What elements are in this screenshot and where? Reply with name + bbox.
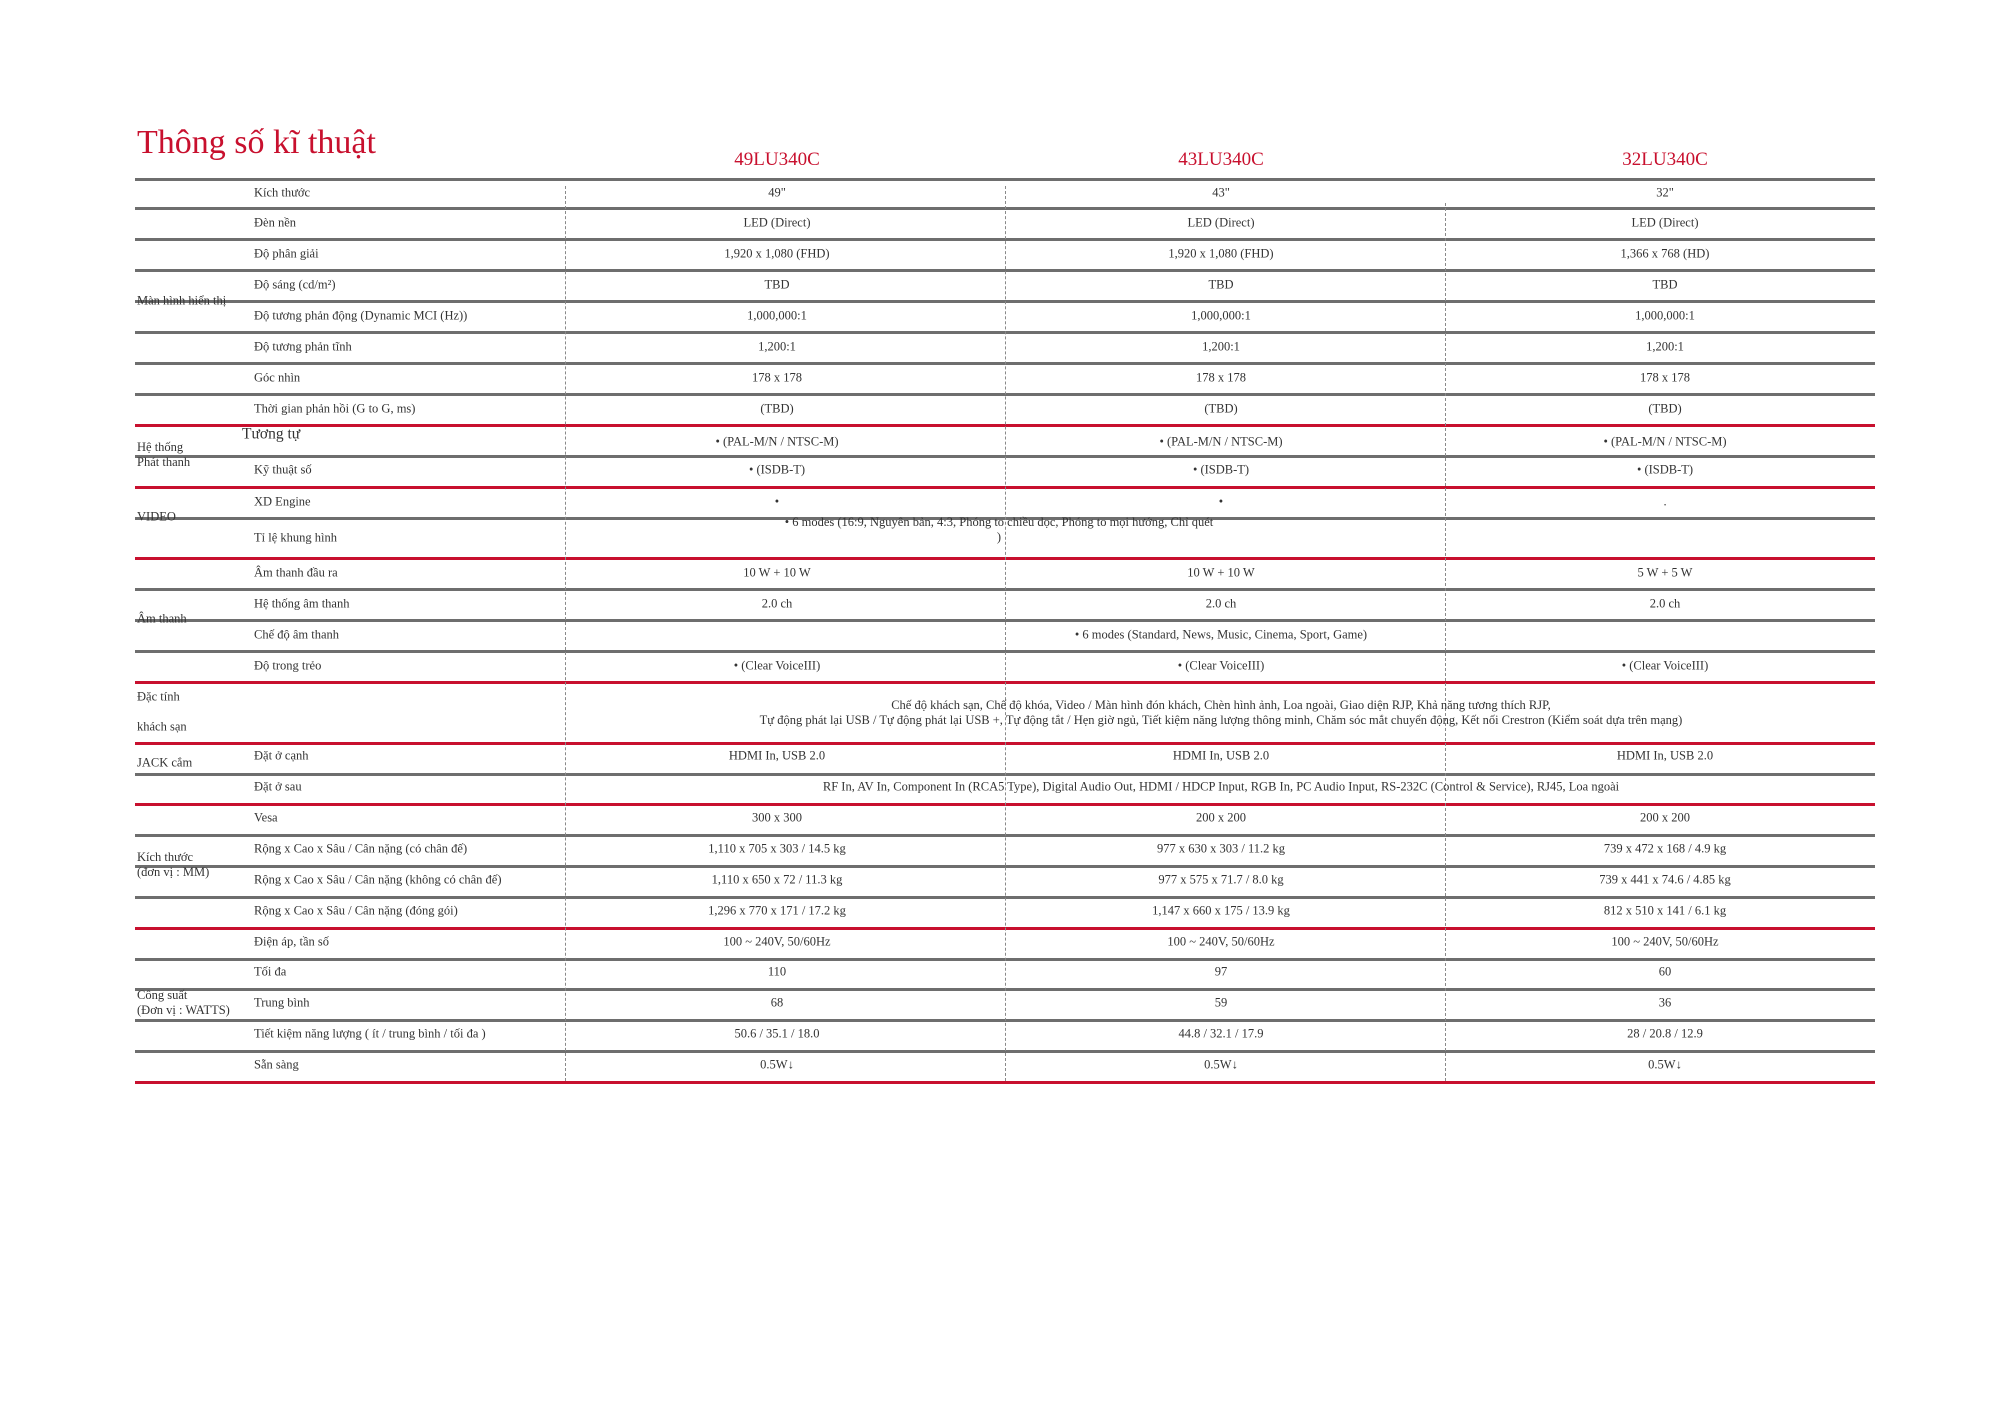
spec-span: • 6 modes (Standard, News, Music, Cinema, Sport, Game): [1074, 627, 1368, 642]
spec-value: 200 x 200: [1196, 810, 1246, 825]
spec-value: • (Clear VoiceIII): [733, 658, 821, 673]
spec-value: HDMI In, USB 2.0: [728, 748, 826, 763]
group-label-line: Công suất: [137, 988, 188, 1002]
spec-value: 977 x 630 x 303 / 11.2 kg: [1156, 841, 1286, 856]
model-header-2: 43LU340C: [1178, 149, 1264, 170]
spec-value: 0.5W↓: [760, 1057, 794, 1072]
column-separator: [565, 186, 566, 1081]
row-label: Đặt ở cạnh: [254, 748, 309, 763]
feature-span-line: Chế độ khách sạn, Chế độ khóa, Video / Màn hình đón khách, Chèn hình ảnh, Loa ngoài, Giao diện RJP, Khả năng tương thích RJP,: [891, 698, 1551, 712]
spec-value: 2.0 ch: [761, 596, 793, 611]
spec-value: 1,110 x 705 x 303 / 14.5 kg: [708, 841, 846, 856]
group-label-line: JACK cắm: [137, 755, 193, 770]
page-title: Thông số kĩ thuật: [137, 124, 376, 161]
spec-value: 10 W + 10 W: [743, 565, 811, 580]
spec-value: TBD: [1652, 277, 1678, 292]
spec-value: •: [1218, 494, 1224, 509]
row-label: Tiết kiệm năng lượng ( ít / trung bình / tối đa ): [254, 1026, 486, 1041]
spec-span: [785, 515, 1214, 545]
row-label: Độ sáng (cd/m²): [254, 277, 336, 292]
spec-value: 1,147 x 660 x 175 / 13.9 kg: [1152, 903, 1290, 918]
group-label-line: Kích thước: [137, 850, 194, 864]
row-label: Độ phân giải: [254, 246, 319, 261]
spec-value: TBD: [764, 277, 790, 292]
spec-value: • (ISDB-T): [1192, 462, 1250, 477]
group-label: [137, 988, 230, 1018]
spec-value: LED (Direct): [1631, 215, 1699, 230]
row-label: Trung bình: [254, 995, 310, 1010]
group-label: [137, 440, 190, 470]
spec-value: 97: [1214, 964, 1228, 979]
row-label: Kỹ thuật số: [254, 462, 312, 477]
spec-value: • (PAL-M/N / NTSC-M): [1603, 434, 1727, 449]
row-label: Hệ thống âm thanh: [254, 596, 350, 611]
group-label: [137, 510, 176, 525]
spec-value: 812 x 510 x 141 / 6.1 kg: [1603, 903, 1727, 918]
row-label: Tỉ lệ khung hình: [254, 530, 337, 545]
spec-value: • (PAL-M/N / NTSC-M): [1159, 434, 1283, 449]
group-label: [137, 612, 187, 627]
spec-value: 36: [1658, 995, 1672, 1010]
spec-value: (TBD): [1648, 401, 1682, 416]
row-label: Độ tương phản động (Dynamic MCI (Hz)): [254, 308, 468, 323]
row-label: Độ tương phản tĩnh: [254, 339, 352, 354]
spec-value: TBD: [1208, 277, 1234, 292]
spec-value: 2.0 ch: [1649, 596, 1681, 611]
spec-value: 300 x 300: [752, 810, 802, 825]
spec-value: 739 x 441 x 74.6 / 4.85 kg: [1599, 872, 1731, 887]
spec-value: 178 x 178: [752, 370, 802, 385]
spec-value: 49": [768, 185, 786, 200]
spec-value: 10 W + 10 W: [1187, 565, 1255, 580]
group-label-line: (Đơn vị : WATTS): [137, 1003, 230, 1017]
column-separator: [1445, 203, 1446, 1081]
spec-value: 68: [770, 995, 784, 1010]
group-label-line: Màn hình hiển thị: [137, 293, 227, 308]
spec-value: 1,920 x 1,080 (FHD): [724, 246, 830, 261]
row-label: Rộng x Cao x Sâu / Cân nặng (không có chân đế): [254, 872, 502, 887]
spec-value: 100 ~ 240V, 50/60Hz: [1611, 934, 1719, 949]
spec-value: HDMI In, USB 2.0: [1616, 748, 1714, 763]
spec-value: 1,000,000:1: [1191, 308, 1251, 323]
spec-value: (TBD): [1204, 401, 1238, 416]
spec-span-line: ): [996, 530, 1002, 544]
spec-value: 1,200:1: [1202, 339, 1240, 354]
spec-value: 739 x 472 x 168 / 4.9 kg: [1603, 841, 1727, 856]
spec-value: 1,200:1: [1646, 339, 1684, 354]
spec-value: • (Clear VoiceIII): [1177, 658, 1265, 673]
section-divider: [135, 1081, 1875, 1084]
spec-value: 0.5W↓: [1648, 1057, 1682, 1072]
spec-value: 100 ~ 240V, 50/60Hz: [723, 934, 831, 949]
row-label: Tối đa: [254, 964, 287, 979]
spec-value: 5 W + 5 W: [1637, 565, 1693, 580]
spec-value: 110: [767, 964, 787, 979]
spec-value: • (PAL-M/N / NTSC-M): [715, 434, 839, 449]
spec-value: 1,000,000:1: [1635, 308, 1695, 323]
row-label: Đặt ở sau: [254, 779, 302, 794]
row-label: Thời gian phản hồi (G to G, ms): [254, 401, 416, 416]
feature-span-line: Tự động phát lại USB / Tự động phát lại USB +, Tự động tắt / Hẹn giờ ngủ, Tiết kiệm năng lượng thông minh, Chăm sóc mắt chuyển động, Kết nối Crestron (Kiểm soát dựa trên mạng): [759, 713, 1683, 727]
group-label: [137, 294, 226, 309]
spec-value: .: [1663, 494, 1667, 509]
spec-value: 1,110 x 650 x 72 / 11.3 kg: [711, 872, 843, 887]
spec-value: 44.8 / 32.1 / 17.9: [1178, 1026, 1264, 1041]
spec-value: 1,366 x 768 (HD): [1620, 246, 1710, 261]
spec-value: 2.0 ch: [1205, 596, 1237, 611]
spec-value: 32": [1656, 185, 1674, 200]
spec-value: 60: [1658, 964, 1672, 979]
model-header-3: 32LU340C: [1622, 149, 1708, 170]
row-label: Vesa: [254, 810, 278, 825]
row-label: Rộng x Cao x Sâu / Cân nặng (có chân đế): [254, 841, 468, 856]
spec-value: 28 / 20.8 / 12.9: [1627, 1026, 1703, 1041]
row-label: Góc nhìn: [254, 370, 301, 385]
group-label-line: Phát thanh: [137, 455, 191, 469]
row-label: Kích thước: [254, 185, 311, 200]
spec-span-line: • 6 modes (16:9, Nguyên bản, 4:3, Phóng to chiều dọc, Phóng to mọi hướng, Chỉ quét: [784, 515, 1214, 529]
spec-value: •: [774, 494, 780, 509]
spec-value: 1,920 x 1,080 (FHD): [1168, 246, 1274, 261]
feature-span: [760, 698, 1683, 728]
spec-value: 977 x 575 x 71.7 / 8.0 kg: [1158, 872, 1284, 887]
row-label: Tương tự: [242, 425, 301, 443]
spec-value: 178 x 178: [1196, 370, 1246, 385]
column-separator: [1005, 186, 1006, 1081]
spec-value: 0.5W↓: [1204, 1057, 1238, 1072]
row-label: Độ trong trẻo: [254, 658, 322, 673]
group-label-line: Hệ thống: [137, 440, 184, 454]
model-header-1: 49LU340C: [734, 149, 820, 170]
spec-value: 50.6 / 35.1 / 18.0: [734, 1026, 820, 1041]
row-label: Âm thanh đầu ra: [254, 565, 338, 580]
spec-value: 59: [1214, 995, 1228, 1010]
group-label-line: Âm thanh: [137, 611, 187, 626]
row-label: Rộng x Cao x Sâu / Cân nặng (đóng gói): [254, 903, 458, 918]
spec-value: (TBD): [760, 401, 794, 416]
spec-value: 100 ~ 240V, 50/60Hz: [1167, 934, 1275, 949]
spec-value: 200 x 200: [1640, 810, 1690, 825]
row-label: Sẵn sàng: [254, 1057, 299, 1072]
spec-value: • (ISDB-T): [1636, 462, 1694, 477]
spec-value: • (Clear VoiceIII): [1621, 658, 1709, 673]
group-label-line: Đặc tính: [137, 689, 180, 704]
row-divider: [135, 178, 1875, 181]
row-label: Điện áp, tần số: [254, 934, 329, 949]
group-label-line: VIDEO: [137, 509, 176, 524]
group-label: [137, 850, 209, 880]
group-label: [137, 756, 192, 771]
spec-value: 43": [1212, 185, 1230, 200]
row-label: XD Engine: [254, 494, 311, 509]
spec-value: 1,000,000:1: [747, 308, 807, 323]
spec-value: 1,200:1: [758, 339, 796, 354]
spec-value: • (ISDB-T): [748, 462, 806, 477]
group-label: [137, 690, 187, 735]
row-label: Đèn nền: [254, 215, 296, 230]
spec-span: RF In, AV In, Component In (RCA5 Type), Digital Audio Out, HDMI / HDCP Input, RGB In, PC Audio Input, RS-232C (Control & Service), RJ45, Loa ngoài: [822, 779, 1620, 794]
row-label: Chế độ âm thanh: [254, 627, 340, 642]
spec-value: 1,296 x 770 x 171 / 17.2 kg: [708, 903, 846, 918]
spec-value: LED (Direct): [743, 215, 811, 230]
spec-value: LED (Direct): [1187, 215, 1255, 230]
group-label-line: (đơn vị : MM): [137, 865, 210, 879]
spec-value: 178 x 178: [1640, 370, 1690, 385]
spec-value: HDMI In, USB 2.0: [1172, 748, 1270, 763]
group-label-line: khách sạn: [137, 719, 187, 734]
